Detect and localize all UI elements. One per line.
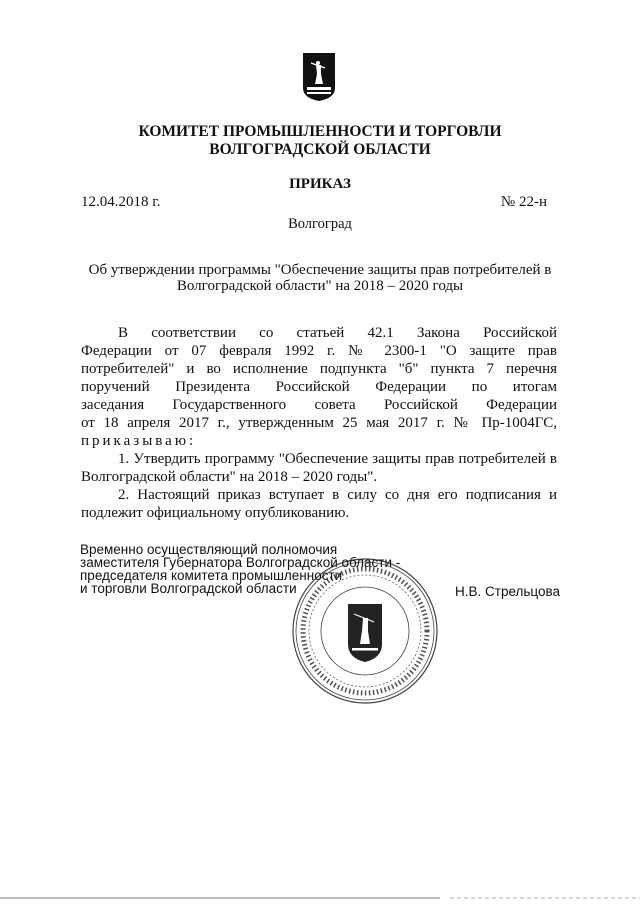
body-line: потребителей" и во исполнение подпункта "б" пункта 7 перечня	[81, 361, 557, 377]
document-type: ПРИКАЗ	[289, 176, 351, 192]
body-line: В соответствии со статьей 42.1 Закона Российской	[118, 325, 557, 341]
item-2-line: 2. Настоящий приказ вступает в силу со дня его подписания и	[118, 487, 557, 503]
org-title-line2: ВОЛГОГРАДСКОЙ ОБЛАСТИ	[209, 141, 431, 158]
document-number: № 22-н	[500, 194, 547, 210]
subject-line: Волгоградской области" на 2018 – 2020 годы	[176, 278, 464, 294]
scan-edge-line	[0, 896, 640, 900]
document-body	[81, 324, 557, 522]
subject-line: Об утверждении программы "Обеспечение защиты прав потребителей в	[88, 262, 552, 278]
signer-name: Н.В. Стрельцова	[455, 584, 561, 599]
org-title-line1: КОМИТЕТ ПРОМЫШЛЕННОСТИ И ТОРГОВЛИ	[138, 123, 502, 140]
signature-line: заместителя Губернатора Волгоградской области -	[80, 555, 401, 570]
item-2-line: подлежит официальному опубликованию.	[81, 505, 350, 521]
document-subject	[80, 262, 560, 294]
body-line: поручений Президента Российской Федерации по итогам	[81, 379, 557, 395]
item-1-line: Волгоградской области" на 2018 – 2020 годы".	[81, 469, 378, 485]
signature-line: и торговли Волгоградской области	[80, 581, 297, 596]
body-line: Федерации от 07 февраля 1992 г. № 2300-1 "О защите прав	[81, 343, 557, 359]
body-line: от 18 апреля 2017 г., утвержденным 25 мая 2017 г. № Пр-1004ГС,	[81, 415, 557, 431]
signature-line: председателя комитета промышленности	[80, 568, 343, 583]
item-1-line: 1. Утвердить программу "Обеспечение защиты прав потребителей в	[118, 451, 557, 467]
body-line: заседания Государственного совета Российской Федерации	[81, 397, 557, 413]
document-city: Волгоград	[288, 216, 352, 232]
coat-of-arms-icon	[302, 52, 336, 102]
signature-line: Временно осуществляющий полномочия	[80, 542, 338, 557]
document-date: 12.04.2018 г.	[81, 194, 161, 210]
signature-position	[80, 543, 480, 595]
order-word: приказываю:	[81, 433, 197, 449]
